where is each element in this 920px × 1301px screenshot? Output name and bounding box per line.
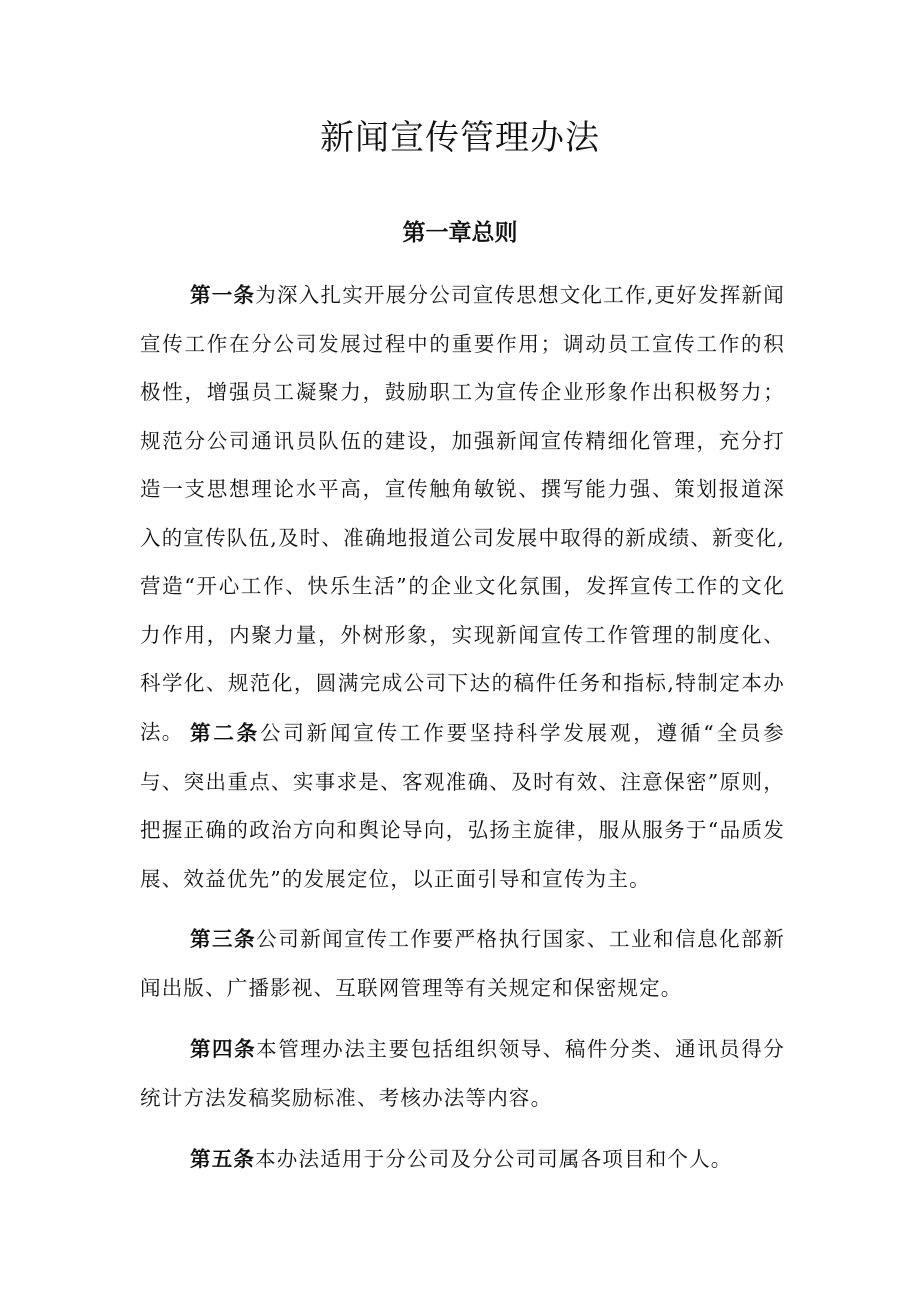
article-5-label: 第五条 <box>190 1147 256 1171</box>
article-3-label: 第三条 <box>190 927 257 951</box>
article-2 <box>140 709 785 903</box>
article-1 <box>140 271 785 756</box>
article-1-label: 第一条 <box>190 283 256 307</box>
article-3 <box>140 915 785 1012</box>
article-2-text: 公司新闻宣传工作要坚持科学发展观，遵循“全员参与、突出重点、实事求是、客观准确、及时有效、注意保密”原则，把握正确的政治方向和舆论导向，弘扬主旋律，服从服务于“品质发展、效益优先”的发展定位，以正面引导和宣传为主。 <box>140 721 785 891</box>
article-1-text: 为深入扎实开展分公司宣传思想文化工作,更好发挥新闻宣传工作在分公司发展过程中的重要作用；调动员工宣传工作的积极性，增强员工凝聚力，鼓励职工为宣传企业形象作出积极努力；规范分公司通讯员队伍的建设，加强新闻宣传精细化管理，充分打造一支思想理论水平高，宣传触角敏锐、撰写能力强、策划报道深入的宣传队伍,及时、准确地报道公司发展中取得的新成绩、新变化,营造“开心工作、快乐生活”的企业文化氛围，发挥宣传工作的文化力作用，内聚力量，外树形象，实现新闻宣传工作管理的制度化、科学化、规范化，圆满完成公司下达的稿件任务和指标,特制定本办法。 <box>140 283 786 744</box>
article-5 <box>140 1135 785 1184</box>
document-title: 新闻宣传管理办法 <box>320 118 600 158</box>
article-5-text: 本办法适用于分公司及分公司司属各项目和个人。 <box>255 1147 733 1171</box>
chapter-heading: 第一章总则 <box>402 220 518 246</box>
article-3-text: 公司新闻宣传工作要严格执行国家、工业和信息化部新闻出版、广播影视、互联网管理等有关规定和保密规定。 <box>140 927 785 1000</box>
article-4-label: 第四条 <box>190 1037 257 1061</box>
article-4 <box>140 1025 785 1122</box>
article-2-label: 第二条 <box>190 721 260 745</box>
article-4-text: 本管理办法主要包括组织领导、稿件分类、通讯员得分统计方法发稿奖励标准、考核办法等内容。 <box>140 1037 785 1110</box>
